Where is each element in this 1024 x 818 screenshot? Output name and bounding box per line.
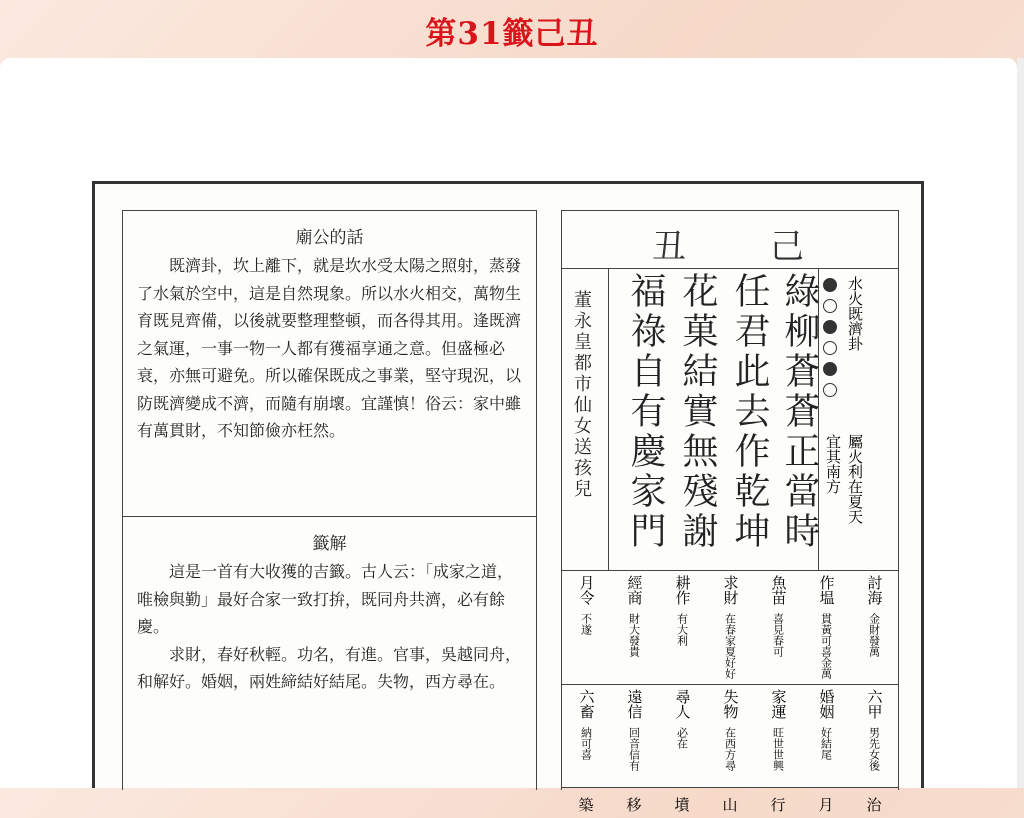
slip-explanation-title: 籤解 [312,534,347,554]
yang-line-dot [823,362,837,376]
category-cell [754,689,802,775]
category-cell [610,689,658,775]
poem-line-2: 任君此去作乾坤 [729,272,770,552]
story-title: 董永皇都市仙女送孩兒 [571,290,592,500]
category-label: 墳 [674,796,690,814]
temple-words-text: 既濟卦，坎上離下，就是坎水受太陽之照射，蒸發了水氣於空中，這是自然現象。所以水火相交，萬物生育既見齊備，以後就要整理整頓，而各得其用。逢既濟之氣運，一事一物一人都有獲福享通之意。但盛極必衰，亦無可避免。所以確保既成之事業，堅守現況，以防既濟變成不濟，而隨有崩壞。宜謹慎！俗云：家中雖有萬貫財，不知節儉亦枉然。 [137,256,522,440]
category-note: 在西方尋 [723,727,737,771]
category-note: 喜見春可 [771,613,785,657]
yin-line-dot [823,341,837,355]
category-cell [562,689,610,764]
category-label: 魚苗 [769,575,788,605]
temple-words-section [123,223,536,517]
slip-header [562,211,898,269]
category-label: 月令 [577,575,596,605]
hexagram-direction: 宜其南方 [824,434,842,494]
category-label: 行 [770,796,786,814]
divider [818,268,819,570]
poem-area [562,268,898,571]
fortune-slip-document [92,181,924,814]
poem-line-1: 綠柳蒼蒼正當時 [779,272,820,552]
divider [608,268,609,570]
hexagram-season: 屬火利在夏天 [846,434,864,524]
category-note: 納可喜 [579,727,593,760]
category-label: 治 [866,796,882,814]
hexagram-box [820,268,898,570]
category-cell [706,689,754,775]
category-cell [706,575,754,683]
category-note: 不遂 [579,613,593,635]
category-label: 失物 [721,689,740,719]
interpretation-panel [122,210,537,790]
category-label: 六甲 [865,689,884,719]
category-label: 作塭 [817,575,836,605]
slip-explanation-section [123,529,536,696]
yang-line-dot [823,320,837,334]
temple-words-title: 廟公的話 [295,228,364,248]
category-note: 金財發萬 [867,613,881,657]
hexagram-lines [823,278,837,397]
poem-line-3: 花菓結實無殘謝 [677,272,718,552]
hexagram-name: 水火既濟卦 [846,276,864,351]
poem-panel [561,210,899,814]
category-note: 有大利 [675,613,689,646]
category-label: 遠信 [625,689,644,719]
category-label: 山 [722,796,738,814]
category-note: 貫黃可喜金萬 [819,613,833,679]
category-cell [802,575,850,683]
category-label: 婚姻 [817,689,836,719]
page-title: 第31籤己丑 [425,16,599,52]
category-label: 求財 [721,575,740,605]
category-label: 六畜 [577,689,596,719]
category-label: 尋人 [673,689,692,719]
category-cell [658,575,706,650]
category-label: 移 [626,796,642,814]
category-note: 在春家夏好好 [723,613,737,679]
yin-line-dot [823,383,837,397]
category-cell [850,689,898,775]
category-row-1 [562,571,898,685]
category-row-3 [562,788,898,818]
category-label: 經商 [625,575,644,605]
category-cell [562,575,610,639]
category-note: 好結尾 [819,727,833,760]
poem-line-4: 福祿自有慶家門 [625,272,666,552]
category-cell [658,689,706,753]
category-note: 男先女後 [867,727,881,771]
slip-explanation-p1: 這是一首有大收獲的吉籤。古人云：「成家之道，唯檢與勤」最好合家一致打拚，既同舟共濟，必有餘慶。 [137,562,514,636]
scrollbar[interactable] [1017,58,1024,788]
category-label: 月 [818,796,834,814]
category-cell [802,689,850,764]
category-label: 耕作 [673,575,692,605]
header-char-chou: 丑 [652,227,686,267]
category-label: 家運 [769,689,788,719]
category-cell [610,575,658,661]
category-note: 旺世世興 [771,727,785,771]
yin-line-dot [823,299,837,313]
yang-line-dot [823,278,837,292]
slip-explanation-p2: 求財，春好秋輕。功名，有進。官事，吳越同舟，和解好。婚姻，兩姓締結好結尾。失物，西方尋在。 [137,644,522,691]
category-note: 財大發貴 [627,613,641,657]
category-label: 築 [578,796,594,814]
category-note: 必在 [675,727,689,749]
category-note: 回音信有 [627,727,641,771]
category-cell [850,575,898,661]
category-label: 討海 [865,575,884,605]
category-cell [754,575,802,661]
header-char-ji: 己 [770,227,804,267]
category-row-2 [562,685,898,788]
